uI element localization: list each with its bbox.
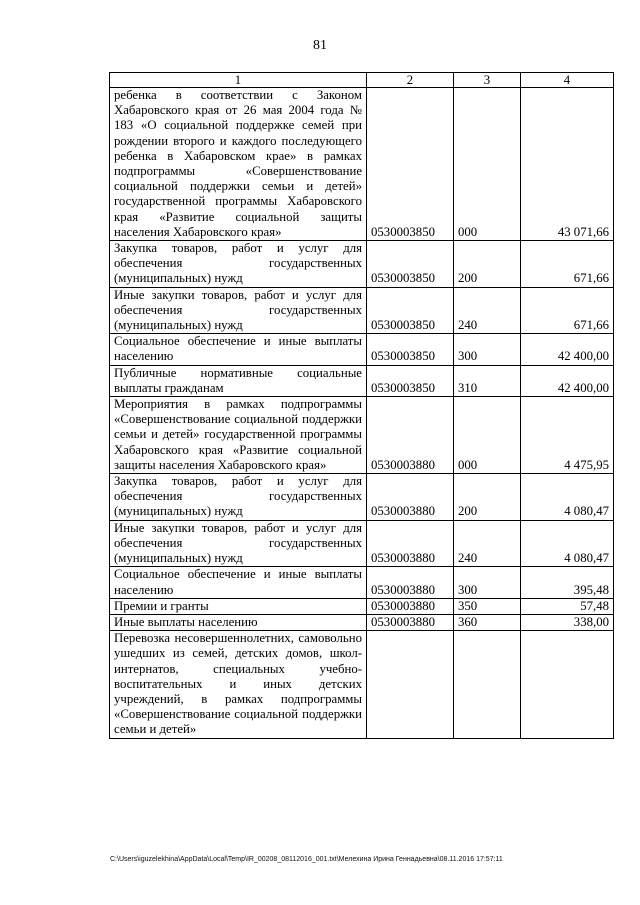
row-name-cell: Социальное обеспечение и иные выплаты населению bbox=[110, 567, 367, 598]
row-name-cell: Мероприятия в рамках подпрограммы «Совершенствование социальной поддержки семьи и детей» государственной программы Хабаровского края «Развитие социальной защиты населения Хабаровского края» bbox=[110, 397, 367, 474]
row-sum-cell: 4 080,47 bbox=[521, 520, 614, 567]
row-sum-cell: 395,48 bbox=[521, 567, 614, 598]
row-code-cell: 0530003850 bbox=[367, 241, 454, 288]
table-row bbox=[110, 598, 614, 614]
row-kvr-cell: 000 bbox=[454, 88, 521, 241]
row-kvr-cell: 240 bbox=[454, 520, 521, 567]
row-code-cell: 0530003850 bbox=[367, 88, 454, 241]
row-kvr-cell: 310 bbox=[454, 365, 521, 396]
table-row bbox=[110, 334, 614, 365]
row-kvr-cell: 360 bbox=[454, 614, 521, 630]
file-path-footer: C:\Users\iguzelekhina\AppData\Local\Temp\IR_00208_08112016_001.txt\Мелехина Ирина Геннадьевна\08.11.2016 17:57:11 bbox=[110, 856, 503, 863]
row-code-cell: 0530003880 bbox=[367, 598, 454, 614]
row-name-cell: ребенка в соответствии с Законом Хабаровского края от 26 мая 2004 года № 183 «О социальной поддержке семей при рождении второго и каждого последующего ребенка в Хабаровском крае» в рамках подпрограммы «Совершенствование социальной поддержки семьи и детей» государственной программы Хабаровского края «Развитие социальной защиты населения Хабаровского края» bbox=[110, 88, 367, 241]
row-name-cell: Публичные нормативные социальные выплаты гражданам bbox=[110, 365, 367, 396]
row-kvr-cell: 200 bbox=[454, 241, 521, 288]
table-row bbox=[110, 631, 614, 738]
row-code-cell bbox=[367, 631, 454, 738]
row-code-cell: 0530003880 bbox=[367, 614, 454, 630]
row-sum-cell: 671,66 bbox=[521, 287, 614, 334]
header-col-1: 1 bbox=[110, 73, 367, 88]
row-code-cell: 0530003880 bbox=[367, 397, 454, 474]
header-col-2: 2 bbox=[367, 73, 454, 88]
row-code-cell: 0530003880 bbox=[367, 567, 454, 598]
row-code-cell: 0530003880 bbox=[367, 520, 454, 567]
row-code-cell: 0530003880 bbox=[367, 474, 454, 521]
row-name-cell: Иные выплаты населению bbox=[110, 614, 367, 630]
row-code-cell: 0530003850 bbox=[367, 334, 454, 365]
row-name-cell: Закупка товаров, работ и услуг для обеспечения государственных (муниципальных) нужд bbox=[110, 241, 367, 288]
table-row bbox=[110, 614, 614, 630]
row-kvr-cell: 000 bbox=[454, 397, 521, 474]
row-sum-cell: 4 080,47 bbox=[521, 474, 614, 521]
table-row bbox=[110, 397, 614, 474]
row-sum-cell: 57,48 bbox=[521, 598, 614, 614]
row-name-cell: Перевозка несовершеннолетних, самовольно ушедших из семей, детских домов, школ-интернатов, специальных учебно-воспитательных и иных детских учреждений, в рамках подпрограммы «Совершенствование социальной поддержки семьи и детей» bbox=[110, 631, 367, 738]
row-kvr-cell: 300 bbox=[454, 334, 521, 365]
row-name-cell: Иные закупки товаров, работ и услуг для обеспечения государственных (муниципальных) нужд bbox=[110, 287, 367, 334]
row-name-cell: Премии и гранты bbox=[110, 598, 367, 614]
row-kvr-cell: 350 bbox=[454, 598, 521, 614]
row-code-cell: 0530003850 bbox=[367, 365, 454, 396]
row-name-cell: Иные закупки товаров, работ и услуг для обеспечения государственных (муниципальных) нужд bbox=[110, 520, 367, 567]
table-row bbox=[110, 520, 614, 567]
row-sum-cell: 43 071,66 bbox=[521, 88, 614, 241]
table-row bbox=[110, 88, 614, 241]
budget-table bbox=[109, 72, 614, 739]
table-row bbox=[110, 474, 614, 521]
row-sum-cell: 42 400,00 bbox=[521, 365, 614, 396]
page-number: 81 bbox=[313, 38, 327, 53]
header-col-4: 4 bbox=[521, 73, 614, 88]
row-name-cell: Социальное обеспечение и иные выплаты населению bbox=[110, 334, 367, 365]
header-col-3: 3 bbox=[454, 73, 521, 88]
row-sum-cell bbox=[521, 631, 614, 738]
row-sum-cell: 338,00 bbox=[521, 614, 614, 630]
row-kvr-cell: 240 bbox=[454, 287, 521, 334]
row-kvr-cell bbox=[454, 631, 521, 738]
row-sum-cell: 4 475,95 bbox=[521, 397, 614, 474]
row-name-cell: Закупка товаров, работ и услуг для обеспечения государственных (муниципальных) нужд bbox=[110, 474, 367, 521]
row-code-cell: 0530003850 bbox=[367, 287, 454, 334]
table-row bbox=[110, 287, 614, 334]
row-sum-cell: 671,66 bbox=[521, 241, 614, 288]
table-row bbox=[110, 241, 614, 288]
table-row bbox=[110, 567, 614, 598]
row-kvr-cell: 200 bbox=[454, 474, 521, 521]
row-sum-cell: 42 400,00 bbox=[521, 334, 614, 365]
table-header-row bbox=[110, 73, 614, 88]
row-kvr-cell: 300 bbox=[454, 567, 521, 598]
table-row bbox=[110, 365, 614, 396]
